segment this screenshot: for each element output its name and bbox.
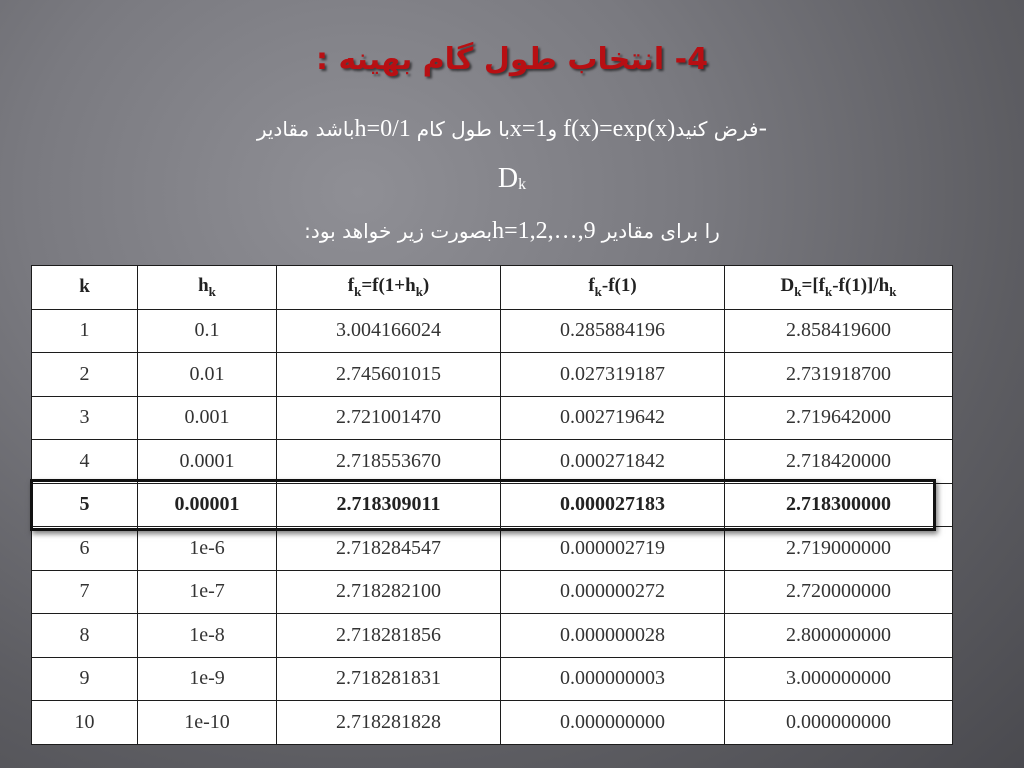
table-cell: 2.718300000 [725, 483, 953, 527]
table-cell: 0.01 [138, 353, 277, 397]
table-row [32, 614, 953, 658]
table-cell: 2.718284547 [277, 527, 501, 571]
table-cell: 1 [32, 309, 138, 353]
table-cell: 0.001 [138, 396, 277, 440]
header-fk: $f_k=f(1+h_k)$ [277, 266, 501, 310]
table-cell: 2.719642000 [725, 396, 953, 440]
table-cell: 1e-7 [138, 570, 277, 614]
results-table [31, 265, 952, 744]
table-row [32, 353, 953, 397]
table-cell: 10 [32, 701, 138, 745]
slide-title: 4- انتخاب طول گام بهینه : [316, 42, 708, 77]
text-step: با طول کام [416, 117, 510, 141]
table-cell: 1e-6 [138, 527, 277, 571]
x-expr: x=1 [509, 116, 548, 142]
table-row [32, 483, 953, 527]
h-expr: h=0/1 [354, 116, 411, 142]
table-cell: 6 [32, 527, 138, 571]
table-cell: 2.721001470 [277, 396, 501, 440]
intro-line-1 [40, 114, 984, 143]
table-cell: 2.745601015 [277, 353, 501, 397]
table-cell: 1e-9 [138, 657, 277, 701]
table-row [32, 570, 953, 614]
table-cell: 0.000000003 [501, 657, 725, 701]
header-dk: $D_k=[f_k-f(1)]/h_k$ [725, 266, 953, 310]
header-k: k [32, 266, 138, 310]
table-cell: 2.718282100 [277, 570, 501, 614]
table-cell: 2.719000000 [725, 527, 953, 571]
table-cell: 0.027319187 [501, 353, 725, 397]
table-cell: 0.000000028 [501, 614, 725, 658]
text-and: و [547, 117, 558, 141]
function-expr: f(x)=exp(x) [563, 116, 676, 142]
table-cell: 7 [32, 570, 138, 614]
table-cell: 2 [32, 353, 138, 397]
table-cell: 2.718309011 [277, 483, 501, 527]
header-fk-diff: $f_k-f(1)$ [501, 266, 725, 310]
intro-line-2 [40, 163, 984, 195]
table-row [32, 309, 953, 353]
table-cell: 0.000002719 [501, 527, 725, 571]
table-cell: 0.00001 [138, 483, 277, 527]
d-symbol: Dk [497, 163, 527, 194]
table-cell: 3.004166024 [277, 309, 501, 353]
h-range-expr: h=1,2,…,9 [492, 218, 596, 244]
table-cell: 9 [32, 657, 138, 701]
table-cell: 2.718281856 [277, 614, 501, 658]
table-row [32, 527, 953, 571]
bullet: - [758, 114, 768, 142]
table-cell: 0.002719642 [501, 396, 725, 440]
table-cell: 2.718553670 [277, 440, 501, 484]
table-cell: 2.718420000 [725, 440, 953, 484]
text-values: باشد مقادیر [256, 117, 355, 141]
text-will-be: بصورت زیر خواهد بود: [304, 219, 493, 243]
table-cell: 0.0001 [138, 440, 277, 484]
table-row [32, 396, 953, 440]
table-cell: 0.000271842 [501, 440, 725, 484]
table-cell: 2.718281831 [277, 657, 501, 701]
table-cell: 4 [32, 440, 138, 484]
table-cell: 2.720000000 [725, 570, 953, 614]
table-cell: 0.000027183 [501, 483, 725, 527]
table-cell: 0.000000000 [501, 701, 725, 745]
table-cell: 0.000000000 [725, 701, 953, 745]
header-hk: $h_k$ [138, 266, 277, 310]
table-cell: 2.800000000 [725, 614, 953, 658]
table-row [32, 440, 953, 484]
text-suppose: فرض کنید [675, 117, 759, 141]
table-cell: 0.1 [138, 309, 277, 353]
table-cell: 2.718281828 [277, 701, 501, 745]
table-cell: 3.000000000 [725, 657, 953, 701]
table-cell: 1e-10 [138, 701, 277, 745]
table-cell: 2.731918700 [725, 353, 953, 397]
intro-line-3 [40, 218, 984, 245]
table-cell: 3 [32, 396, 138, 440]
table-cell: 1e-8 [138, 614, 277, 658]
text-for-values: را برای مقادیر [601, 219, 720, 243]
table-row [32, 701, 953, 745]
table-header-row [32, 266, 953, 310]
table-cell: 5 [32, 483, 138, 527]
table-row [32, 657, 953, 701]
table-cell: 2.858419600 [725, 309, 953, 353]
table-cell: 0.000000272 [501, 570, 725, 614]
table-cell: 0.285884196 [501, 309, 725, 353]
table-cell: 8 [32, 614, 138, 658]
